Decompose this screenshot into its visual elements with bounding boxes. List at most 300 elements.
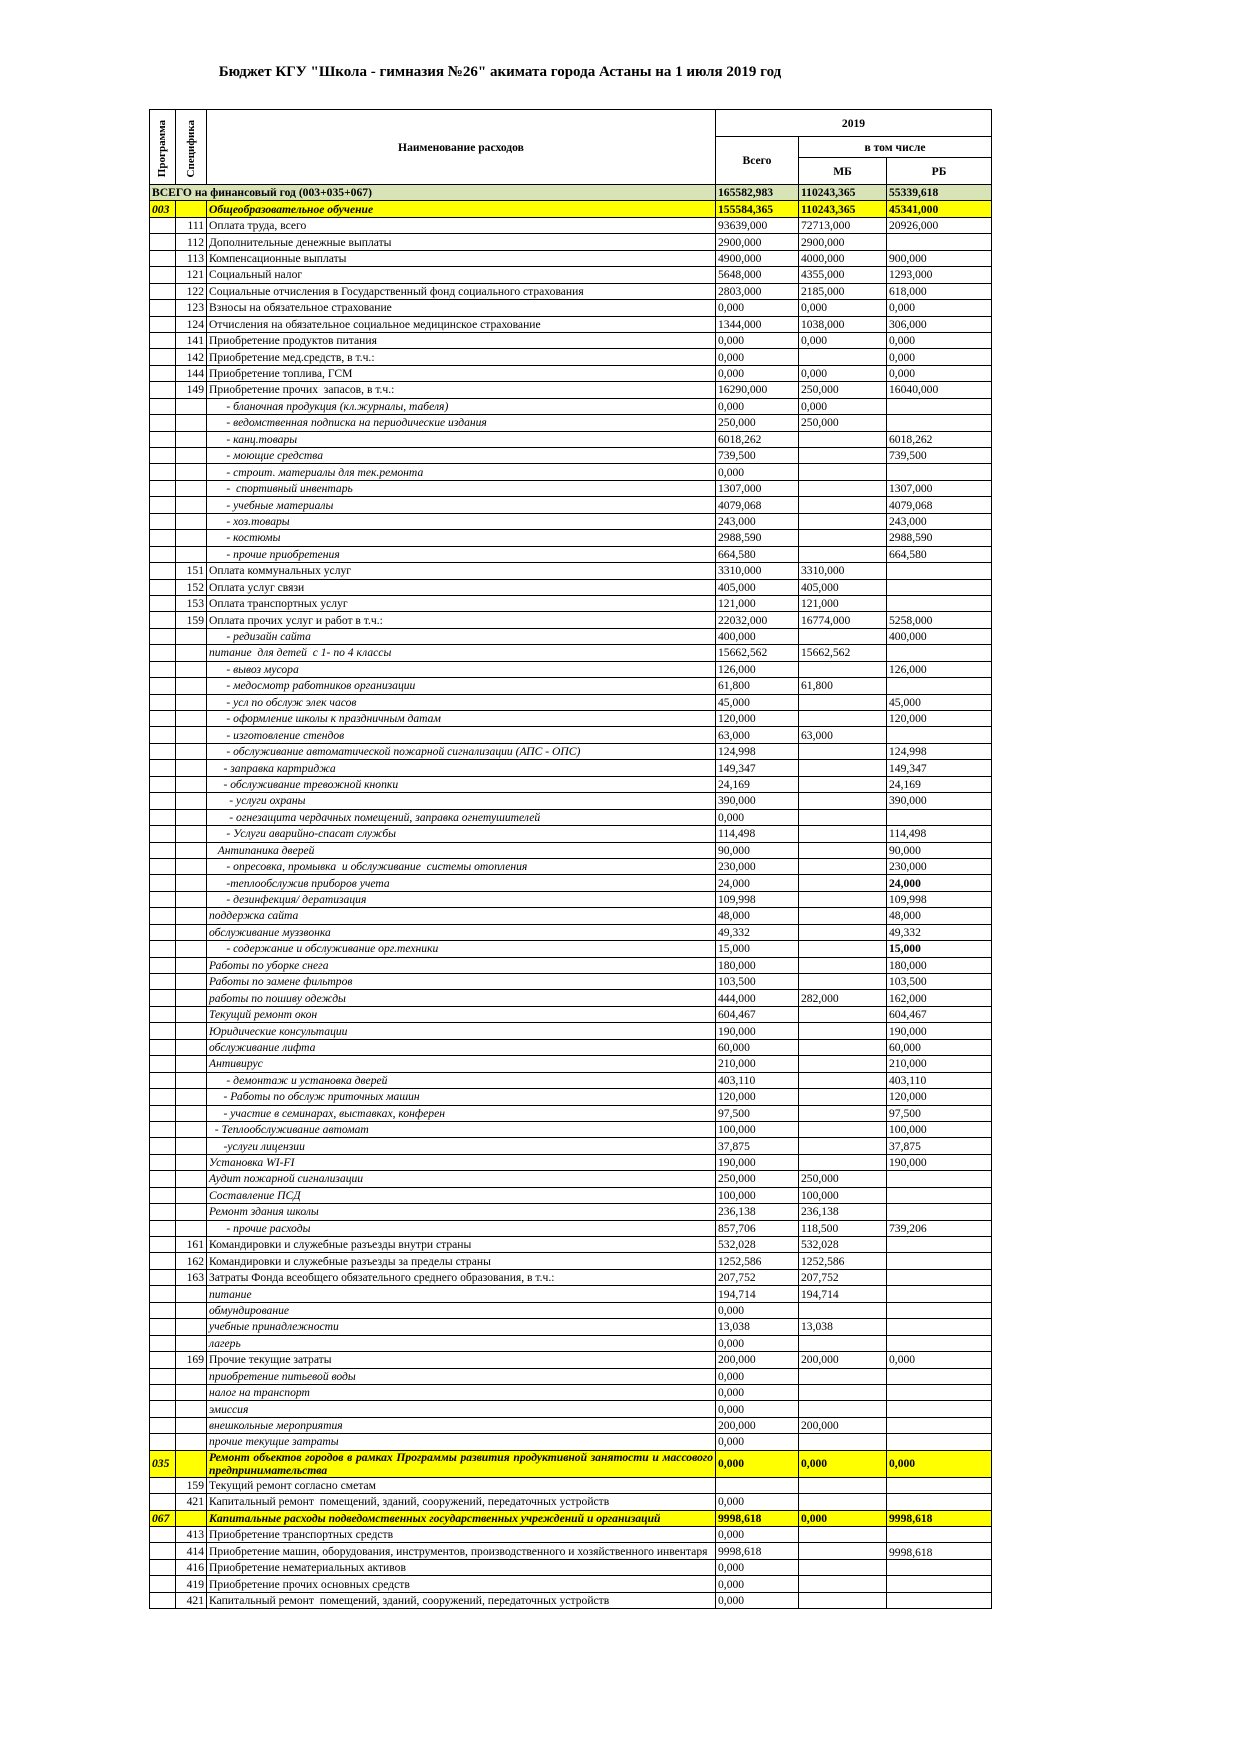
amount-rb: 400,000 [887, 628, 992, 644]
amount-rb: 900,000 [887, 250, 992, 266]
amount-total: 13,038 [716, 1319, 799, 1335]
spec-code: 421 [176, 1592, 207, 1608]
spec-code [176, 201, 207, 217]
amount-rb: 37,875 [887, 1138, 992, 1154]
spec-code [176, 990, 207, 1006]
amount-rb: 230,000 [887, 858, 992, 874]
amount-total: 0,000 [716, 1450, 799, 1477]
amount-total: 63,000 [716, 727, 799, 743]
expense-name: приобретение питьевой воды [207, 1368, 716, 1384]
spec-code: 159 [176, 1477, 207, 1493]
amount-mb: 250,000 [799, 1171, 887, 1187]
spec-code [176, 776, 207, 792]
program-code [150, 1138, 176, 1154]
amount-mb [799, 776, 887, 792]
expense-name: лагерь [207, 1335, 716, 1351]
table-row [150, 1187, 992, 1203]
spec-code: 162 [176, 1253, 207, 1269]
expense-name: - обслуживание тревожной кнопки [207, 776, 716, 792]
spec-code [176, 1286, 207, 1302]
amount-mb [799, 480, 887, 496]
program-code [150, 480, 176, 496]
amount-total: 90,000 [716, 842, 799, 858]
amount-total: 61,800 [716, 678, 799, 694]
program-code [150, 1302, 176, 1318]
table-row [150, 464, 992, 480]
table-row [150, 1401, 992, 1417]
amount-rb: 2988,590 [887, 530, 992, 546]
amount-rb: 90,000 [887, 842, 992, 858]
header-mb: МБ [799, 158, 887, 185]
amount-rb: 60,000 [887, 1039, 992, 1055]
amount-total: 190,000 [716, 1154, 799, 1170]
amount-rb: 210,000 [887, 1056, 992, 1072]
amount-rb: 48,000 [887, 908, 992, 924]
amount-total: 857,706 [716, 1220, 799, 1236]
spec-code [176, 1302, 207, 1318]
amount-rb: 1307,000 [887, 480, 992, 496]
amount-rb [887, 1559, 992, 1575]
amount-mb: 194,714 [799, 1286, 887, 1302]
table-row [150, 480, 992, 496]
amount-mb [799, 694, 887, 710]
spec-code: 416 [176, 1559, 207, 1575]
total-label: ВСЕГО на финансовый год (003+035+067) [150, 185, 716, 201]
amount-mb [799, 826, 887, 842]
amount-mb [799, 1592, 887, 1608]
amount-total: 149,347 [716, 760, 799, 776]
amount-total: 93639,000 [716, 217, 799, 233]
amount-rb [887, 1417, 992, 1433]
program-code [150, 1154, 176, 1170]
expense-name: Установка WI-FI [207, 1154, 716, 1170]
expense-name: Текущий ремонт окон [207, 1006, 716, 1022]
amount-total: 60,000 [716, 1039, 799, 1055]
table-row [150, 382, 992, 398]
expense-name: Работы по замене фильтров [207, 974, 716, 990]
amount-total: 0,000 [716, 464, 799, 480]
amount-total: 0,000 [716, 1335, 799, 1351]
amount-rb [887, 579, 992, 595]
spec-code [176, 1417, 207, 1433]
table-row [150, 908, 992, 924]
amount-rb: 739,206 [887, 1220, 992, 1236]
expense-name: Общеобразовательное обучение [207, 201, 716, 217]
expense-name: Приобретение прочих основных средств [207, 1576, 716, 1592]
amount-total: 97,500 [716, 1105, 799, 1121]
expense-name: - участие в семинарах, выставках, конферен [207, 1105, 716, 1121]
expense-name: Работы по уборке снега [207, 957, 716, 973]
program-code [150, 908, 176, 924]
amount-rb: 9998,618 [887, 1543, 992, 1559]
amount-total: 200,000 [716, 1352, 799, 1368]
program-code [150, 1286, 176, 1302]
amount-total: 103,500 [716, 974, 799, 990]
amount-mb: 405,000 [799, 579, 887, 595]
spec-code: 142 [176, 349, 207, 365]
expense-name: - заправка картриджа [207, 760, 716, 776]
amount-total: 4079,068 [716, 497, 799, 513]
expense-name: Оплата транспортных услуг [207, 595, 716, 611]
header-spec: Специфика [176, 110, 207, 185]
program-code [150, 415, 176, 431]
spec-code [176, 875, 207, 891]
expense-name: - редизайн сайта [207, 628, 716, 644]
table-row [150, 957, 992, 973]
program-code [150, 727, 176, 743]
amount-mb: 0,000 [799, 1450, 887, 1477]
program-code [150, 1401, 176, 1417]
amount-total: 0,000 [716, 1368, 799, 1384]
spec-code: 113 [176, 250, 207, 266]
table-row [150, 497, 992, 513]
table-row [150, 1138, 992, 1154]
amount-mb [799, 1006, 887, 1022]
spec-code [176, 793, 207, 809]
expense-name: эмиссия [207, 1401, 716, 1417]
expense-name: - усл по обслуж элек часов [207, 694, 716, 710]
expense-name: Аудит пожарной сигнализации [207, 1171, 716, 1187]
amount-mb [799, 924, 887, 940]
table-row [150, 1477, 992, 1493]
amount-total: 0,000 [716, 349, 799, 365]
amount-mb: 16774,000 [799, 612, 887, 628]
expense-name: работы по пошиву одежды [207, 990, 716, 1006]
program-code [150, 1253, 176, 1269]
amount-total: 1252,586 [716, 1253, 799, 1269]
spec-code: 163 [176, 1269, 207, 1285]
table-row [150, 332, 992, 348]
amount-mb: 200,000 [799, 1417, 887, 1433]
program-code [150, 579, 176, 595]
table-row [150, 1352, 992, 1368]
expense-name: - оформление школы к праздничным датам [207, 711, 716, 727]
amount-mb: 4355,000 [799, 267, 887, 283]
header-year: 2019 [716, 110, 992, 137]
amount-total: 1307,000 [716, 480, 799, 496]
expense-name: Капитальные расходы подведомственных государственных учреждений и организаций [207, 1510, 716, 1526]
spec-code: 141 [176, 332, 207, 348]
table-row [150, 1269, 992, 1285]
amount-rb: 0,000 [887, 300, 992, 316]
amount-mb: 1252,586 [799, 1253, 887, 1269]
spec-code [176, 1138, 207, 1154]
table-row [150, 974, 992, 990]
amount-mb [799, 1089, 887, 1105]
expense-name: Отчисления на обязательное социальное медицинское страхование [207, 316, 716, 332]
spec-code [176, 480, 207, 496]
program-code [150, 1187, 176, 1203]
table-row [150, 941, 992, 957]
amount-mb [799, 448, 887, 464]
expense-name: - опресовка, промывка и обслуживание системы отопления [207, 858, 716, 874]
amount-mb [799, 1527, 887, 1543]
amount-rb: 15,000 [887, 941, 992, 957]
table-body [150, 185, 992, 1609]
expense-name: внешкольные мероприятия [207, 1417, 716, 1433]
amount-mb [799, 1335, 887, 1351]
program-code [150, 1105, 176, 1121]
amount-mb: 118,500 [799, 1220, 887, 1236]
table-row [150, 1089, 992, 1105]
program-code [150, 1039, 176, 1055]
program-code [150, 1384, 176, 1400]
amount-total: 207,752 [716, 1269, 799, 1285]
amount-total: 0,000 [716, 300, 799, 316]
table-row [150, 891, 992, 907]
amount-total: 2803,000 [716, 283, 799, 299]
amount-rb [887, 1171, 992, 1187]
spec-code [176, 398, 207, 414]
table-row [150, 1434, 992, 1450]
amount-total: 48,000 [716, 908, 799, 924]
table-row [150, 858, 992, 874]
amount-total: 739,500 [716, 448, 799, 464]
table-row [150, 793, 992, 809]
spec-code [176, 957, 207, 973]
spec-code [176, 842, 207, 858]
amount-rb: 4079,068 [887, 497, 992, 513]
table-row [150, 349, 992, 365]
amount-total: 604,467 [716, 1006, 799, 1022]
amount-total: 230,000 [716, 858, 799, 874]
header-rb: РБ [887, 158, 992, 185]
program-code [150, 595, 176, 611]
program-code [150, 974, 176, 990]
program-code [150, 628, 176, 644]
amount-rb [887, 398, 992, 414]
table-row [150, 563, 992, 579]
amount-total: 114,498 [716, 826, 799, 842]
expense-name: прочие текущие затраты [207, 1434, 716, 1450]
spec-code: 413 [176, 1527, 207, 1543]
amount-rb [887, 234, 992, 250]
spec-code [176, 1171, 207, 1187]
program-code [150, 760, 176, 776]
amount-rb [887, 1592, 992, 1608]
amount-mb: 207,752 [799, 1269, 887, 1285]
program-code [150, 349, 176, 365]
expense-name: - дезинфекция/ дератизация [207, 891, 716, 907]
program-code [150, 1237, 176, 1253]
spec-code [176, 1434, 207, 1450]
amount-mb: 532,028 [799, 1237, 887, 1253]
program-code [150, 234, 176, 250]
amount-total: 0,000 [716, 1559, 799, 1575]
table-row [150, 1543, 992, 1559]
table-row [150, 1302, 992, 1318]
program-code: 035 [150, 1450, 176, 1477]
program-code [150, 1543, 176, 1559]
amount-mb [799, 1138, 887, 1154]
amount-mb [799, 941, 887, 957]
table-row [150, 1121, 992, 1137]
amount-mb: 121,000 [799, 595, 887, 611]
table-row [150, 448, 992, 464]
program-code [150, 990, 176, 1006]
amount-mb [799, 1023, 887, 1039]
expense-name: Приобретение нематериальных активов [207, 1559, 716, 1575]
table-row [150, 415, 992, 431]
table-row [150, 1220, 992, 1236]
table-row [150, 1056, 992, 1072]
amount-rb: 45341,000 [887, 201, 992, 217]
spec-code [176, 1510, 207, 1526]
amount-mb [799, 546, 887, 562]
amount-mb [799, 464, 887, 480]
program-code [150, 250, 176, 266]
program-code [150, 858, 176, 874]
spec-code [176, 448, 207, 464]
amount-total: 405,000 [716, 579, 799, 595]
program-code [150, 464, 176, 480]
amount-mb [799, 1121, 887, 1137]
spec-code: 123 [176, 300, 207, 316]
table-row [150, 1510, 992, 1526]
table-row [150, 645, 992, 661]
expense-name: Приобретение машин, оборудования, инструментов, производственного и хозяйственного инвентаря [207, 1543, 716, 1559]
spec-code: 149 [176, 382, 207, 398]
table-row [150, 1559, 992, 1575]
amount-rb: 24,000 [887, 875, 992, 891]
amount-mb [799, 1576, 887, 1592]
amount-total: 243,000 [716, 513, 799, 529]
amount-mb: 15662,562 [799, 645, 887, 661]
amount-mb: 4000,000 [799, 250, 887, 266]
spec-code: 121 [176, 267, 207, 283]
amount-rb: 604,467 [887, 1006, 992, 1022]
amount-mb: 0,000 [799, 1510, 887, 1526]
expense-name: Приобретение транспортных средств [207, 1527, 716, 1543]
table-row [150, 217, 992, 233]
amount-rb [887, 645, 992, 661]
expense-name: - прочие расходы [207, 1220, 716, 1236]
expense-name: Ремонт объектов городов в рамках Программы развития продуктивной занятости и массового предпринимательства [207, 1450, 716, 1477]
expense-name: Антипаника дверей [207, 842, 716, 858]
amount-total: 0,000 [716, 332, 799, 348]
program-code [150, 678, 176, 694]
program-code [150, 1006, 176, 1022]
amount-total [716, 1477, 799, 1493]
table-row [150, 743, 992, 759]
amount-mb [799, 1072, 887, 1088]
expense-name: обмундирование [207, 1302, 716, 1318]
amount-mb: 3310,000 [799, 563, 887, 579]
amount-total: 190,000 [716, 1023, 799, 1039]
spec-code: 122 [176, 283, 207, 299]
program-code [150, 1204, 176, 1220]
program-code [150, 431, 176, 447]
amount-rb [887, 1204, 992, 1220]
expense-name: Дополнительные денежные выплаты [207, 234, 716, 250]
table-row [150, 628, 992, 644]
program-code [150, 711, 176, 727]
program-code [150, 1559, 176, 1575]
amount-total: 24,169 [716, 776, 799, 792]
table-row [150, 234, 992, 250]
amount-mb: 2900,000 [799, 234, 887, 250]
spec-code [176, 546, 207, 562]
program-code [150, 530, 176, 546]
amount-rb [887, 1187, 992, 1203]
amount-rb: 1293,000 [887, 267, 992, 283]
spec-code: 151 [176, 563, 207, 579]
expense-name: Капитальный ремонт помещений, зданий, сооружений, передаточных устройств [207, 1494, 716, 1510]
table-row [150, 875, 992, 891]
amount-rb: 24,169 [887, 776, 992, 792]
table-row [150, 1494, 992, 1510]
expense-name: - Услуги аварийно-спасат службы [207, 826, 716, 842]
amount-mb [799, 1302, 887, 1318]
table-row [150, 595, 992, 611]
amount-mb: 1038,000 [799, 316, 887, 332]
amount-rb: 739,500 [887, 448, 992, 464]
spec-code: 161 [176, 1237, 207, 1253]
expense-name: Ремонт здания школы [207, 1204, 716, 1220]
table-row [150, 1006, 992, 1022]
expense-name: обслуживание лифта [207, 1039, 716, 1055]
amount-mb [799, 530, 887, 546]
amount-total: 2988,590 [716, 530, 799, 546]
amount-mb [799, 349, 887, 365]
table-row [150, 1072, 992, 1088]
table-row [150, 1023, 992, 1039]
amount-total: 16290,000 [716, 382, 799, 398]
spec-code: 419 [176, 1576, 207, 1592]
amount-mb: 250,000 [799, 382, 887, 398]
expense-name: - ведомственная подписка на периодические издания [207, 415, 716, 431]
spec-code [176, 974, 207, 990]
amount-rb: 124,998 [887, 743, 992, 759]
expense-name: - медосмотр работников организации [207, 678, 716, 694]
amount-total: 194,714 [716, 1286, 799, 1302]
table-row [150, 842, 992, 858]
table-row [150, 661, 992, 677]
expense-name: Оплата прочих услуг и работ в т.ч.: [207, 612, 716, 628]
amount-mb [799, 891, 887, 907]
expense-name: поддержка сайта [207, 908, 716, 924]
amount-mb [799, 1401, 887, 1417]
table-row [150, 1253, 992, 1269]
program-code [150, 1335, 176, 1351]
spec-code [176, 743, 207, 759]
table-row [150, 546, 992, 562]
spec-code: 152 [176, 579, 207, 595]
amount-rb [887, 1494, 992, 1510]
amount-mb: 0,000 [799, 300, 887, 316]
amount-mb [799, 1494, 887, 1510]
amount-mb [799, 1543, 887, 1559]
table-row [150, 1105, 992, 1121]
program-code [150, 1056, 176, 1072]
expense-name: - костюмы [207, 530, 716, 546]
amount-rb: 0,000 [887, 1352, 992, 1368]
spec-code: 124 [176, 316, 207, 332]
expense-name: - хоз.товары [207, 513, 716, 529]
expense-name: - содержание и обслуживание орг.техники [207, 941, 716, 957]
program-code [150, 546, 176, 562]
total-row [150, 185, 992, 201]
table-row [150, 267, 992, 283]
expense-name: Командировки и служебные разъезды внутри страны [207, 1237, 716, 1253]
table-row [150, 826, 992, 842]
total-rb: 55339,618 [887, 185, 992, 201]
amount-mb [799, 858, 887, 874]
program-code [150, 842, 176, 858]
spec-code [176, 1072, 207, 1088]
expense-name: - Теплообслуживание автомат [207, 1121, 716, 1137]
amount-total: 9998,618 [716, 1543, 799, 1559]
